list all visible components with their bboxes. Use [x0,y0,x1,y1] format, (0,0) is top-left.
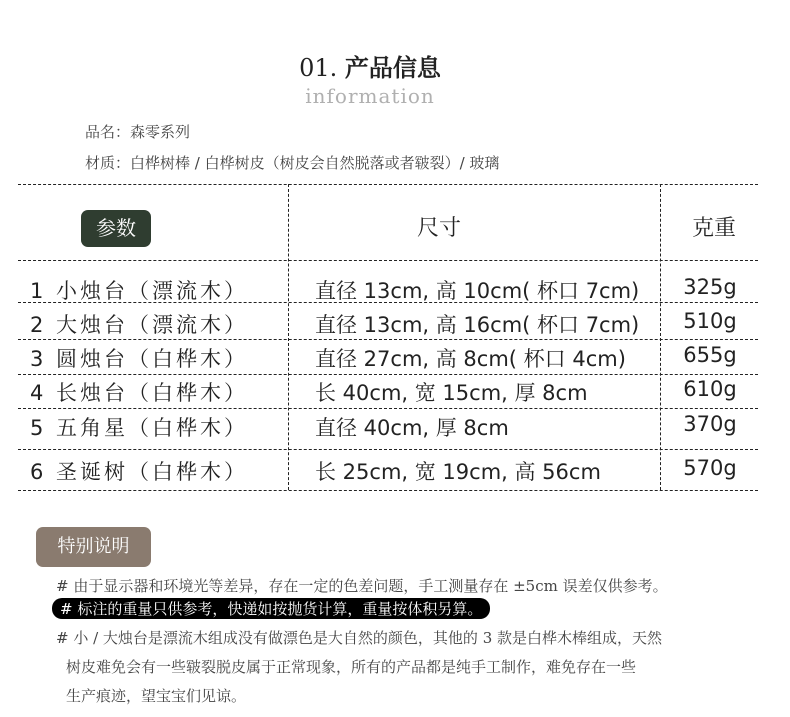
section-title [0,48,740,83]
column-divider [288,184,289,490]
product-material: 材质：白桦树棒 / 白桦树皮（树皮会自然脱落或者皲裂）/ 玻璃 [85,154,500,172]
table-divider [18,449,758,450]
product-name: 品名：森零系列 [85,123,191,141]
table-divider [18,260,758,261]
note-line-highlighted: # 标注的重量只供参考，快递如按抛货计算，重量按体积另算。 [52,598,490,619]
weight-header: 克重 [692,216,737,241]
row-weight: 325g [683,275,737,299]
table-divider [18,339,758,340]
section-heading: 产品信息 [344,54,441,82]
note-line: # 由于显示器和环境光等差异，存在一定的色差问题，手工测量存在 ±5cm 误差仅供参考。 [56,577,668,595]
row-size: 直径 40cm, 厚 8cm [315,416,509,440]
row-weight: 570g [683,456,737,480]
row-item: 4 长烛台（白桦木） [30,381,249,405]
note-line: 树皮难免会有一些皲裂脱皮属于正常现象，所有的产品都是纯手工制作，难免存在一些 [66,658,637,676]
section-number: 01. [299,54,338,82]
note-line: 生产痕迹，望宝宝们见谅。 [66,687,247,705]
table-divider [18,490,758,491]
table-divider [18,374,758,375]
row-item: 5 五角星（白桦木） [30,416,249,440]
row-item: 6 圣诞树（白桦木） [30,460,249,484]
row-weight: 510g [683,309,737,333]
row-item: 3 圆烛台（白桦木） [30,347,249,371]
row-item: 1 小烛台（漂流木） [30,279,249,303]
table-divider [18,408,758,409]
row-size: 直径 27cm, 高 8cm( 杯口 4cm) [315,347,626,371]
table-divider [18,184,758,185]
row-size: 直径 13cm, 高 10cm( 杯口 7cm) [315,279,640,303]
row-size: 直径 13cm, 高 16cm( 杯口 7cm) [315,313,640,337]
note-line: # 小 / 大烛台是漂流木组成没有做漂色是大自然的颜色，其他的 3 款是白桦木棒组成，天然 [56,629,663,647]
row-size: 长 25cm, 宽 19cm, 高 56cm [315,460,601,484]
row-weight: 370g [683,412,737,436]
param-header-badge: 参数 [81,210,151,247]
row-item: 2 大烛台（漂流木） [30,313,249,337]
row-weight: 655g [683,343,737,367]
section-subtitle: information [305,84,435,108]
special-notes-badge: 特别说明 [36,527,151,567]
size-header: 尺寸 [417,216,462,241]
column-divider [660,184,661,490]
row-weight: 610g [683,377,737,401]
row-size: 长 40cm, 宽 15cm, 厚 8cm [315,381,588,405]
